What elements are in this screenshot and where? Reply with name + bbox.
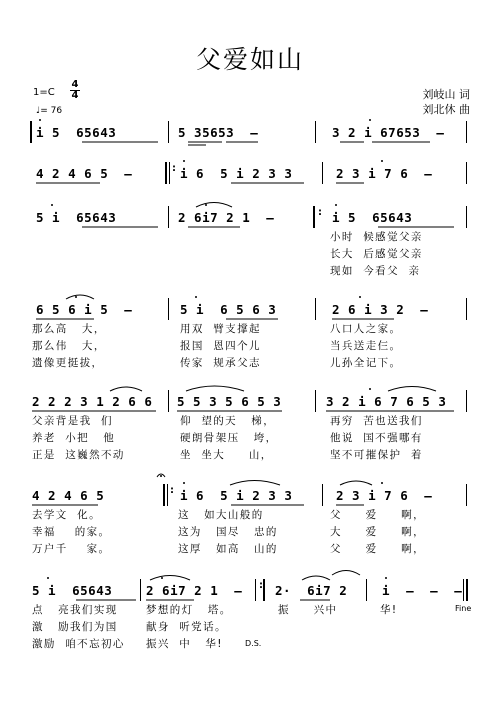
- time-sig-bottom: 4: [71, 90, 79, 101]
- lyric: 用双 臂支撑起: [180, 323, 261, 335]
- lyric: 报国 恩四个儿: [180, 340, 261, 352]
- lyric: 万户千 家。: [32, 543, 111, 555]
- lyric: 这厚 如高 山的: [178, 543, 278, 555]
- tempo-marking: ♩= 76: [36, 106, 63, 116]
- lyric: 激励 咱不忘初心: [32, 638, 125, 650]
- lyric: 八口人之家。: [330, 323, 402, 335]
- repeat-dots: :: [318, 207, 322, 218]
- measure: i 5 65643: [332, 210, 413, 225]
- ds-marker: D.S.: [245, 639, 262, 648]
- lyric: 遗像更挺拔，: [32, 357, 104, 369]
- lyric-verse-3: 现如 今看父 亲: [330, 265, 421, 277]
- repeat-dots: :: [170, 485, 174, 496]
- measure: 5 i 65643: [32, 583, 113, 598]
- lyric: 华!: [380, 604, 398, 616]
- lyricist-credit: 刘岐山 词: [422, 88, 470, 101]
- composer-credit: 刘北休 曲: [422, 103, 470, 116]
- lyric: 坚不可摧保护 着: [330, 449, 423, 461]
- song-title: 父爱如山: [195, 45, 304, 74]
- lyric: 这为 国尽 忠的: [178, 526, 278, 538]
- lyric-verse-1: 小时 候感觉父亲: [330, 231, 423, 243]
- lyric: 点 亮我们实现: [32, 604, 118, 616]
- lyric: 硬朗骨架压 垮，: [180, 432, 278, 444]
- measure: 5 5 3 5 6 5 3: [177, 394, 282, 409]
- lyric: 那么伟 大，: [32, 340, 106, 352]
- measure: 4 2 4 6 5: [32, 488, 105, 503]
- lyric: 儿孙全记下。: [330, 357, 402, 369]
- measure: i 6 5 i 2 3 3: [180, 166, 293, 181]
- measure: 5 i 65643: [36, 210, 117, 225]
- measure: 5 i 6 5 6 3: [180, 302, 277, 317]
- lyric-verse-2: 长大 后感觉父亲: [330, 248, 423, 260]
- lyric: 再穷 苦也送我们: [330, 415, 423, 427]
- lyric: 父 爱 啊，: [330, 509, 425, 521]
- lyric: 那么高 大，: [32, 323, 106, 335]
- lyric: 大 爱 啊，: [330, 526, 425, 538]
- measure: i 6 5 i 2 3 3: [180, 488, 293, 503]
- measure: i 5 65643: [36, 125, 117, 140]
- measure: 2 6i7 2 1 –: [146, 583, 243, 598]
- measure: 2 3 i 7 6 –: [336, 166, 433, 181]
- lyric: 献身 听党话。: [146, 621, 227, 633]
- measure: 6 5 6 i 5 –: [36, 302, 133, 317]
- lyric: 仰 望的天 梯，: [180, 415, 276, 427]
- measure: 2 3 i 7 6 –: [336, 488, 433, 503]
- lyric: 父 爱 啊，: [330, 543, 425, 555]
- lyric: 正是 这巍然不动: [32, 449, 125, 461]
- lyric: 梦想的灯 塔。: [146, 604, 232, 616]
- measure: 2 6i7 2 1 –: [178, 210, 275, 225]
- lyric: 振 兴中: [278, 604, 338, 616]
- lyric: 激 励我们为国: [32, 621, 118, 633]
- lyric: 振兴 中 华!: [146, 638, 223, 650]
- measure: 3 2 i 67653 –: [332, 125, 445, 140]
- lyric: 他说 国不强哪有: [330, 432, 423, 444]
- repeat-dots: :: [259, 580, 263, 591]
- lyric: 传家 规承父志: [180, 357, 261, 369]
- time-sig-top: 4: [71, 79, 79, 90]
- lyric: 坐 坐大 山，: [180, 449, 273, 461]
- measure: i – – –: [382, 583, 463, 598]
- repeat-dots: :: [172, 163, 176, 174]
- measure: 4 2 4 6 5 –: [36, 166, 133, 181]
- measure: 3 2 i 6 7 6 5 3: [326, 394, 447, 409]
- lyric: 这 如大山般的: [178, 509, 264, 521]
- lyric: 幸福 的家。: [32, 526, 111, 538]
- fine-marker: Fine: [455, 604, 472, 613]
- lyric: 父亲背是我 们: [32, 415, 113, 427]
- lyric: 养老 小把 他: [32, 432, 116, 444]
- measure: 2 6 i 3 2 –: [332, 302, 429, 317]
- key-signature: 1=C: [33, 87, 55, 98]
- measure: 2· 6i7 2: [275, 583, 348, 598]
- lyric: 当兵送走仨。: [330, 340, 402, 352]
- lyric: 去学文 化。: [32, 509, 101, 521]
- measure: 5 35653 –: [178, 125, 259, 140]
- measure: 2 2 2 3 1 2 6 6: [32, 394, 153, 409]
